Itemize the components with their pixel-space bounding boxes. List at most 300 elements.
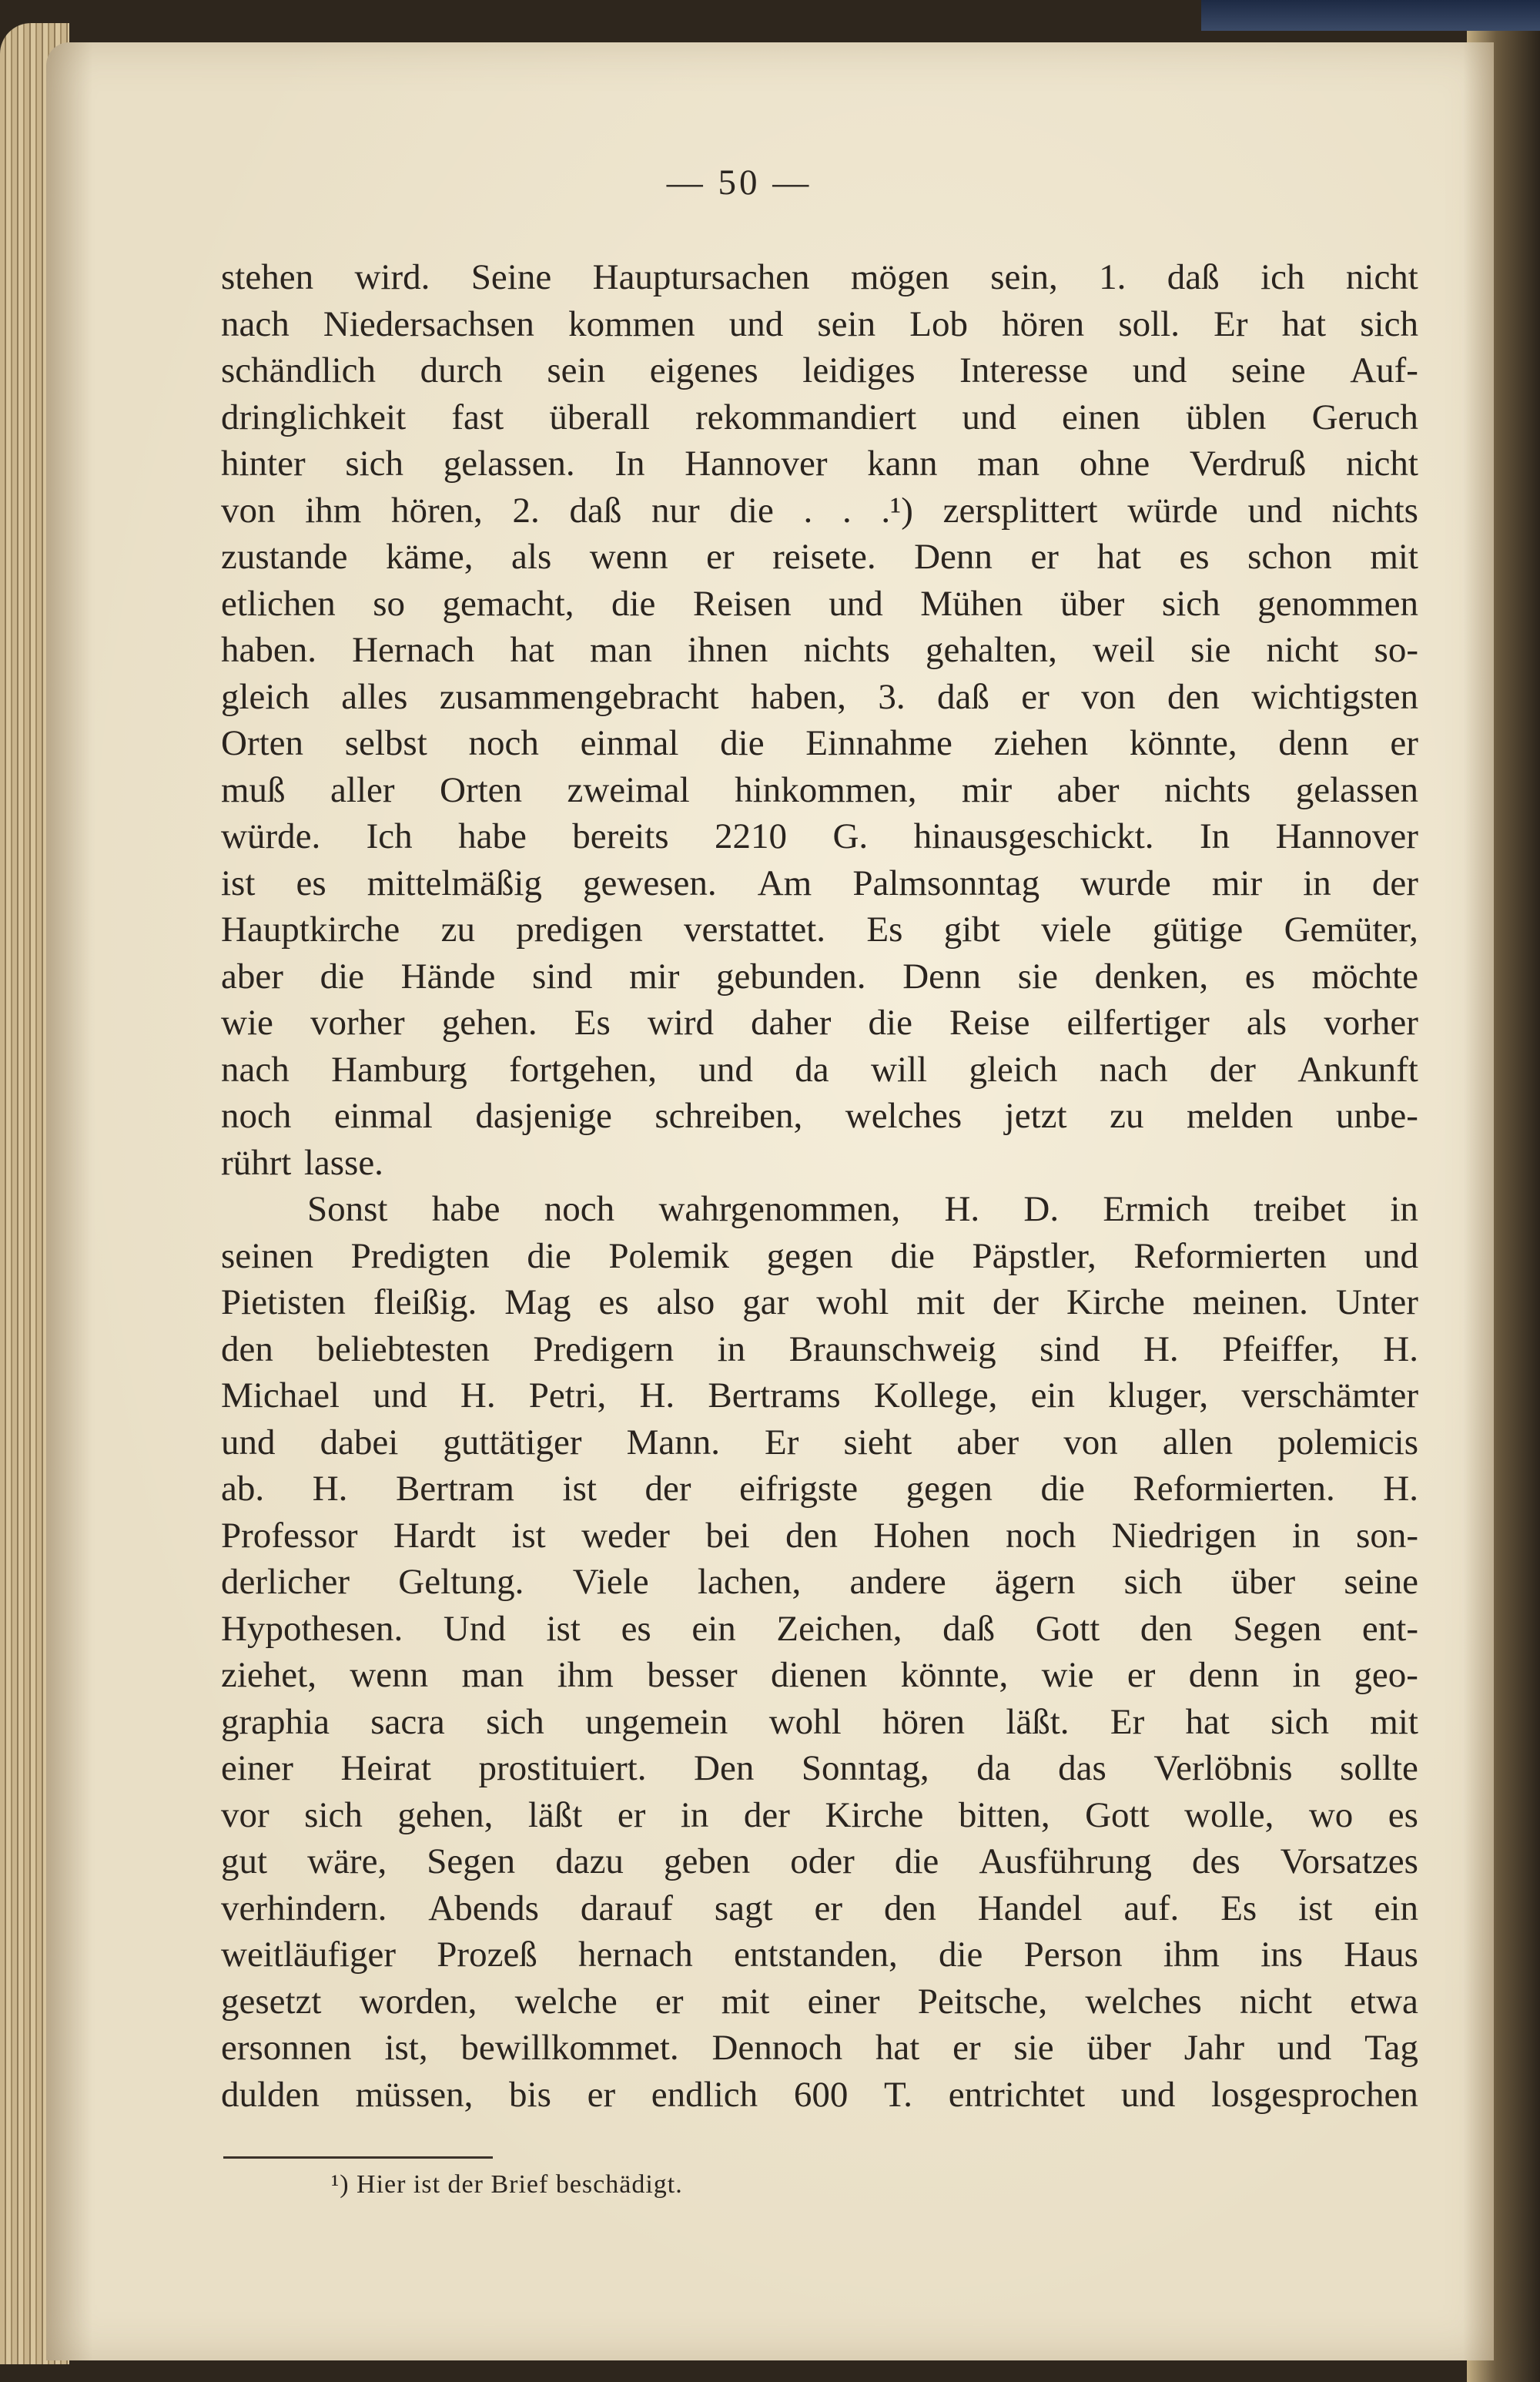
word: mir bbox=[629, 956, 680, 997]
text-line bbox=[221, 487, 1418, 534]
word: ägern bbox=[995, 1562, 1076, 1602]
word: Abends bbox=[428, 1888, 539, 1928]
word: ein bbox=[1030, 1375, 1075, 1415]
word: Jahr bbox=[1183, 2028, 1245, 2068]
word: 2210 bbox=[715, 816, 787, 856]
word: Ermich bbox=[1103, 1189, 1210, 1229]
word: bitten, bbox=[958, 1794, 1050, 1835]
word: könnte, bbox=[900, 1655, 1009, 1695]
word: mit bbox=[916, 1282, 965, 1322]
word: hören, bbox=[391, 490, 483, 531]
word: nach bbox=[221, 1049, 290, 1090]
word: 600 bbox=[793, 2074, 849, 2115]
text-line bbox=[221, 394, 1418, 441]
word: habe bbox=[431, 1189, 500, 1229]
word: Ich bbox=[366, 816, 413, 856]
word: die bbox=[868, 1003, 912, 1043]
word: den bbox=[1140, 1608, 1193, 1649]
word: Hypothesen. bbox=[221, 1608, 403, 1649]
word: habe bbox=[458, 816, 527, 856]
word: Denn bbox=[902, 956, 982, 997]
text-line bbox=[221, 1000, 1418, 1047]
word: Reise bbox=[949, 1003, 1030, 1043]
word: Kirche bbox=[825, 1794, 924, 1835]
word: Hamburg bbox=[331, 1049, 467, 1090]
word: die bbox=[729, 490, 774, 531]
word: wie bbox=[221, 1003, 273, 1043]
word: von bbox=[1063, 1422, 1118, 1462]
word: Haus bbox=[1344, 1935, 1418, 1975]
word: über bbox=[1060, 583, 1125, 624]
word: Heirat bbox=[340, 1748, 431, 1788]
word: und bbox=[1277, 2028, 1332, 2068]
word: so- bbox=[1374, 630, 1418, 670]
word: der bbox=[992, 1282, 1039, 1322]
word: haben, bbox=[750, 676, 846, 717]
word: es bbox=[1244, 956, 1275, 997]
word: alles bbox=[341, 676, 408, 717]
word: worden, bbox=[359, 1981, 477, 2022]
word: Reisen bbox=[692, 583, 792, 624]
word: Mag bbox=[504, 1282, 571, 1322]
word: bewillkommet. bbox=[460, 2028, 679, 2068]
word: von bbox=[1081, 676, 1136, 717]
word: lasse. bbox=[303, 1142, 383, 1183]
word: Prozeß bbox=[437, 1935, 537, 1975]
text-line bbox=[221, 347, 1418, 394]
word: wäre, bbox=[307, 1841, 387, 1881]
word: derlicher bbox=[221, 1562, 350, 1602]
word: durch bbox=[420, 350, 503, 390]
text-line bbox=[221, 1838, 1418, 1885]
text-line bbox=[221, 674, 1418, 721]
word: er bbox=[814, 1888, 843, 1928]
word: in bbox=[1292, 1655, 1321, 1695]
word: als bbox=[511, 537, 552, 577]
word: und bbox=[1247, 490, 1302, 531]
text-line bbox=[221, 2025, 1418, 2072]
word: man bbox=[589, 630, 652, 670]
word: hören bbox=[1002, 303, 1085, 344]
word: möchte bbox=[1311, 956, 1418, 997]
word: man bbox=[977, 444, 1040, 484]
word: Pfeiffer, bbox=[1222, 1328, 1340, 1369]
text-line bbox=[221, 534, 1418, 581]
word: Hände bbox=[400, 956, 496, 997]
word: wohl bbox=[768, 1701, 842, 1742]
word: käme, bbox=[385, 537, 474, 577]
word: hernach bbox=[578, 1935, 693, 1975]
word: aber bbox=[221, 956, 283, 997]
word: ist bbox=[546, 1608, 581, 1649]
word: Braunschweig bbox=[788, 1328, 996, 1369]
word: nur bbox=[651, 490, 700, 531]
word: aber bbox=[1056, 769, 1120, 810]
word: Orten bbox=[221, 723, 304, 763]
word: gut bbox=[221, 1841, 268, 1881]
word: Am bbox=[757, 863, 812, 903]
word: er bbox=[952, 2028, 981, 2068]
word: ist, bbox=[384, 2028, 428, 2068]
word: wurde bbox=[1080, 863, 1171, 903]
word: er bbox=[1030, 537, 1059, 577]
word: einer bbox=[807, 1981, 880, 2022]
word: haben. bbox=[221, 630, 316, 670]
word: dulden bbox=[221, 2074, 320, 2115]
word: Segen bbox=[427, 1841, 516, 1881]
word: ein bbox=[691, 1608, 736, 1649]
word: sollte bbox=[1340, 1748, 1418, 1788]
word: muß bbox=[221, 769, 286, 810]
word: Niedersachsen bbox=[323, 303, 534, 344]
word: Vorsatzes bbox=[1280, 1841, 1418, 1881]
word: sein, bbox=[990, 257, 1058, 297]
text-line bbox=[221, 1559, 1418, 1606]
word: üblen bbox=[1185, 397, 1267, 437]
word: des bbox=[1191, 1841, 1240, 1881]
text-line bbox=[221, 581, 1418, 628]
word: sie bbox=[1017, 956, 1058, 997]
word: Und bbox=[443, 1608, 506, 1649]
word: noch bbox=[1006, 1515, 1076, 1556]
word: mir bbox=[1211, 863, 1263, 903]
word: vorher bbox=[310, 1003, 405, 1043]
word: Geltung. bbox=[398, 1562, 524, 1602]
word: Hauptursachen bbox=[592, 257, 810, 297]
word: schon bbox=[1247, 537, 1332, 577]
word: hinausgeschickt. bbox=[913, 816, 1154, 856]
word: In bbox=[1199, 816, 1230, 856]
word: zusammengebracht bbox=[439, 676, 719, 717]
word: ersonnen bbox=[221, 2028, 352, 2068]
word: dienen bbox=[771, 1655, 868, 1695]
word: rührt bbox=[221, 1142, 292, 1183]
word: sind bbox=[532, 956, 593, 997]
word: ziehet, bbox=[221, 1655, 316, 1695]
word: vor bbox=[221, 1794, 270, 1835]
word: fortgehen, bbox=[509, 1049, 657, 1090]
word: läßt bbox=[527, 1794, 583, 1835]
word: ihm bbox=[1163, 1935, 1220, 1975]
word: endlich bbox=[651, 2074, 758, 2115]
word: er bbox=[706, 537, 735, 577]
word: welches bbox=[845, 1096, 962, 1136]
word: er bbox=[1021, 676, 1050, 717]
word: H. bbox=[312, 1469, 348, 1509]
page-number: — 50 — bbox=[666, 162, 812, 203]
word: Segen bbox=[1233, 1608, 1322, 1649]
word: ab. bbox=[221, 1469, 265, 1509]
word: und bbox=[829, 583, 883, 624]
word: den bbox=[785, 1515, 838, 1556]
word: seinen bbox=[221, 1235, 314, 1276]
word: und bbox=[962, 397, 1016, 437]
word: daß bbox=[936, 676, 989, 717]
word: bei bbox=[705, 1515, 750, 1556]
word: Es bbox=[1220, 1888, 1257, 1928]
word: zu bbox=[1110, 1096, 1144, 1136]
word: H. bbox=[1383, 1328, 1418, 1369]
word: besser bbox=[647, 1655, 738, 1695]
word: Er bbox=[1110, 1701, 1145, 1742]
word: Hardt bbox=[393, 1515, 476, 1556]
word: 3. bbox=[878, 676, 906, 717]
word: dasjenige bbox=[475, 1096, 612, 1136]
word: nicht bbox=[1266, 630, 1339, 670]
word: Hannover bbox=[685, 444, 828, 484]
word: aller bbox=[330, 769, 395, 810]
word: Petri, bbox=[528, 1375, 607, 1415]
word: daß bbox=[1167, 257, 1220, 297]
word: der bbox=[1371, 863, 1418, 903]
word: ein bbox=[1374, 1888, 1418, 1928]
word: . bbox=[803, 490, 813, 531]
word: würde bbox=[1127, 490, 1218, 531]
word: gebunden. bbox=[716, 956, 866, 997]
word: mit bbox=[1370, 537, 1418, 577]
word: und bbox=[221, 1422, 276, 1462]
word: gütige bbox=[1152, 910, 1244, 950]
word: zustande bbox=[221, 537, 348, 577]
word: sich bbox=[486, 1701, 544, 1742]
word: etwa bbox=[1350, 1981, 1418, 2022]
word: graphia bbox=[221, 1701, 330, 1742]
word: hat bbox=[510, 630, 554, 670]
word: Dennoch bbox=[711, 2028, 843, 2068]
word: noch bbox=[221, 1096, 292, 1136]
word: er bbox=[1390, 723, 1418, 763]
word: und bbox=[1132, 350, 1187, 390]
word: in bbox=[680, 1794, 709, 1835]
text-line bbox=[221, 1093, 1418, 1140]
word: denn bbox=[1278, 723, 1349, 763]
word: weil bbox=[1093, 630, 1155, 670]
word: dringlichkeit bbox=[221, 397, 407, 437]
word: Kollege, bbox=[873, 1375, 998, 1415]
word: und bbox=[373, 1375, 427, 1415]
word: ihnen bbox=[688, 630, 768, 670]
word: die bbox=[894, 1841, 939, 1881]
word: da bbox=[795, 1049, 829, 1090]
word: in bbox=[1390, 1189, 1418, 1229]
word: das bbox=[1058, 1748, 1106, 1788]
word: verstattet. bbox=[684, 910, 826, 950]
text-line bbox=[221, 1745, 1418, 1792]
text-line bbox=[221, 1140, 1418, 1187]
word: gehen, bbox=[397, 1794, 494, 1835]
word: H. bbox=[639, 1375, 675, 1415]
word: es bbox=[296, 863, 326, 903]
word: hinkommen, bbox=[735, 769, 917, 810]
word: sich bbox=[1360, 303, 1418, 344]
word: ist bbox=[511, 1515, 546, 1556]
word: es bbox=[598, 1282, 629, 1322]
word: Kirche bbox=[1066, 1282, 1165, 1322]
word: jetzt bbox=[1004, 1096, 1067, 1136]
word: wird bbox=[647, 1003, 714, 1043]
word: Auf- bbox=[1350, 350, 1418, 390]
text-line bbox=[221, 441, 1418, 487]
word: seine bbox=[1344, 1562, 1418, 1602]
word: und bbox=[1120, 2074, 1176, 2115]
text-line bbox=[221, 1326, 1418, 1373]
word: auf. bbox=[1123, 1888, 1180, 1928]
word: den bbox=[883, 1888, 936, 1928]
word: will bbox=[871, 1049, 928, 1090]
word: Pietisten bbox=[221, 1282, 346, 1322]
word: Zeichen, bbox=[776, 1608, 902, 1649]
word: die bbox=[939, 1935, 983, 1975]
word: mir bbox=[961, 769, 1013, 810]
word: H. bbox=[1143, 1328, 1179, 1369]
word: noch bbox=[544, 1189, 615, 1229]
word: Predigten bbox=[350, 1235, 490, 1276]
word: lachen, bbox=[697, 1562, 802, 1602]
word: den bbox=[221, 1328, 273, 1369]
word: schreiben, bbox=[654, 1096, 803, 1136]
word: sein bbox=[547, 350, 606, 390]
word: die bbox=[890, 1235, 935, 1276]
word: Handel bbox=[977, 1888, 1083, 1928]
word: geo- bbox=[1354, 1655, 1418, 1695]
word: sich bbox=[1161, 583, 1220, 624]
body-text bbox=[221, 254, 1418, 2118]
word: hat bbox=[1281, 303, 1327, 344]
word: Professor bbox=[221, 1515, 358, 1556]
word: wahrgenommen, bbox=[658, 1189, 901, 1229]
word: er bbox=[654, 1981, 684, 2022]
text-line bbox=[221, 2072, 1418, 2119]
word: 1. bbox=[1099, 257, 1127, 297]
word: da bbox=[976, 1748, 1011, 1788]
word: D. bbox=[1023, 1189, 1060, 1229]
word: ist bbox=[562, 1469, 597, 1509]
word: von bbox=[221, 490, 276, 531]
word: oder bbox=[790, 1841, 855, 1881]
word: Hernach bbox=[352, 630, 475, 670]
footnote: ¹) Hier ist der Brief beschädigt. bbox=[331, 2170, 683, 2199]
word: wohl bbox=[816, 1282, 889, 1322]
word: Er bbox=[765, 1422, 799, 1462]
word: die bbox=[320, 956, 364, 997]
text-line bbox=[221, 1419, 1418, 1466]
word: Bertrams bbox=[708, 1375, 841, 1415]
word: T. bbox=[884, 2074, 912, 2115]
word: Es bbox=[574, 1003, 611, 1043]
footnote-rule bbox=[223, 2156, 493, 2159]
word: selbst bbox=[344, 723, 427, 763]
word: predigen bbox=[516, 910, 643, 950]
word: geben bbox=[664, 1841, 751, 1881]
word: mit bbox=[721, 1981, 770, 2022]
word: guttätiger bbox=[443, 1422, 582, 1462]
word: Viele bbox=[572, 1562, 649, 1602]
word: reisete. bbox=[772, 537, 876, 577]
word: eilfertiger bbox=[1066, 1003, 1210, 1043]
word: Tag bbox=[1364, 2028, 1418, 2068]
text-line bbox=[221, 254, 1418, 301]
word: einmal bbox=[333, 1096, 433, 1136]
text-line bbox=[221, 1652, 1418, 1699]
word: stehen bbox=[221, 257, 314, 297]
word: daß bbox=[942, 1608, 996, 1649]
word: einer bbox=[221, 1748, 293, 1788]
text-line bbox=[221, 953, 1418, 1000]
word: man bbox=[461, 1655, 524, 1695]
text-line bbox=[221, 1699, 1418, 1746]
word: weder bbox=[581, 1515, 670, 1556]
word: Hauptkirche bbox=[221, 910, 400, 950]
text-line bbox=[221, 1885, 1418, 1932]
word: hat bbox=[875, 2028, 920, 2068]
word: gehalten, bbox=[925, 630, 1057, 670]
word: den bbox=[1167, 676, 1220, 717]
word: nicht bbox=[1345, 257, 1418, 297]
word: fleißig. bbox=[373, 1282, 477, 1322]
word: ohne bbox=[1079, 444, 1150, 484]
word: kommen bbox=[568, 303, 695, 344]
word: sacra bbox=[370, 1701, 445, 1742]
word: H. bbox=[460, 1375, 496, 1415]
word: gleich bbox=[969, 1049, 1058, 1090]
word: er bbox=[1127, 1655, 1156, 1695]
background-strip bbox=[1201, 0, 1540, 31]
word: Reformierten. bbox=[1133, 1469, 1335, 1509]
word: wenn bbox=[589, 537, 668, 577]
word: prostituiert. bbox=[478, 1748, 647, 1788]
word: ihm bbox=[557, 1655, 614, 1695]
word: gemacht, bbox=[442, 583, 574, 624]
word: der bbox=[1209, 1049, 1256, 1090]
word: Predigern bbox=[533, 1328, 675, 1369]
word: hat bbox=[1185, 1701, 1230, 1742]
word: ungemein bbox=[585, 1701, 728, 1742]
word: unbe- bbox=[1335, 1096, 1418, 1136]
word: einen bbox=[1062, 397, 1140, 437]
word: in bbox=[1292, 1515, 1321, 1556]
word: zweimal bbox=[567, 769, 690, 810]
text-line bbox=[221, 301, 1418, 348]
word: . bbox=[842, 490, 852, 531]
word: also bbox=[656, 1282, 715, 1322]
word: mögen bbox=[850, 257, 949, 297]
text-line bbox=[221, 906, 1418, 953]
word: sich bbox=[1123, 1562, 1183, 1602]
word: Palmsonntag bbox=[852, 863, 1040, 903]
word: schändlich bbox=[221, 350, 376, 390]
word: eigenes bbox=[649, 350, 758, 390]
word: Sonst bbox=[307, 1189, 388, 1229]
word: Einnahme bbox=[805, 723, 952, 763]
word: Mühen bbox=[920, 583, 1023, 624]
word: polemicis bbox=[1277, 1422, 1418, 1462]
word: nach bbox=[1099, 1049, 1168, 1090]
word: treibet bbox=[1254, 1189, 1347, 1229]
word: könnte, bbox=[1129, 723, 1237, 763]
word: daher bbox=[751, 1003, 832, 1043]
word: welches bbox=[1085, 1981, 1202, 2022]
word: Lob bbox=[909, 303, 968, 344]
word: wolle, bbox=[1184, 1794, 1274, 1835]
word: losgesprochen bbox=[1211, 2074, 1418, 2115]
word: läßt. bbox=[1006, 1701, 1070, 1742]
word: er bbox=[617, 1794, 646, 1835]
word: wird. bbox=[354, 257, 430, 297]
word: entrichtet bbox=[948, 2074, 1086, 2115]
word: dabei bbox=[320, 1422, 399, 1462]
word: in bbox=[717, 1328, 746, 1369]
word: melden bbox=[1187, 1096, 1294, 1136]
